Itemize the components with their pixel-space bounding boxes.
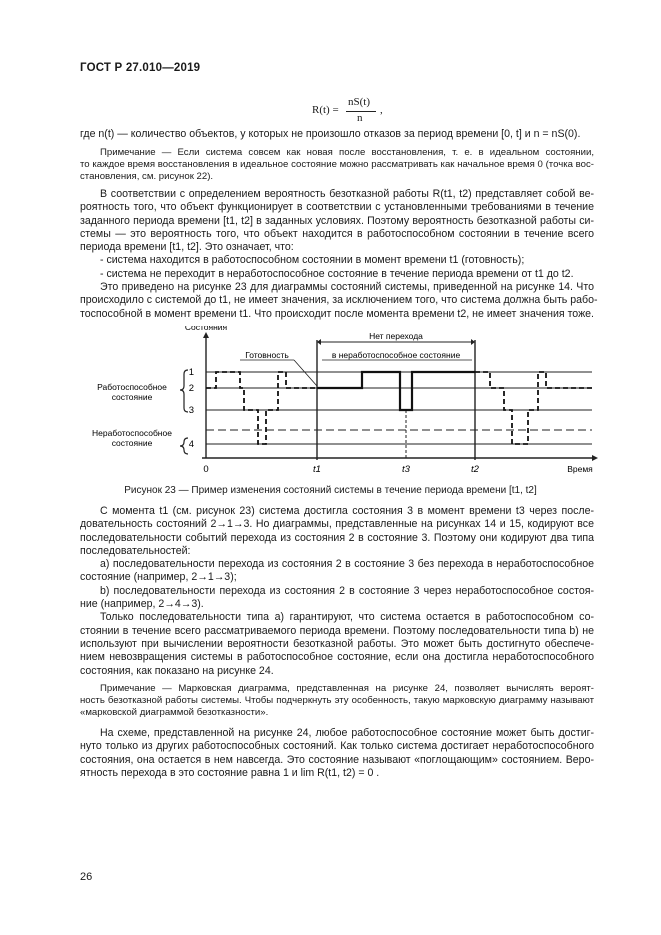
trajectory-after (475, 372, 592, 444)
state-label-2: 2 (188, 383, 194, 394)
note-1: Примечание — Если система совсем как новая после восстановления, т. е. в идеальном состоянии, то каждое время восстановления в идеальное состояние можно рассматривать как начальное время 0 (точка вос- становления, см. рисунок 22). (80, 147, 594, 182)
brace-up (180, 370, 188, 412)
state-label-4: 4 (188, 439, 194, 450)
group-down-label-2: состояние (111, 438, 153, 448)
tick-t3: t3 (402, 464, 410, 475)
tick-t1: t1 (313, 464, 321, 475)
x-axis-arrow (592, 455, 598, 461)
state-label-1: 1 (188, 367, 194, 378)
formula-denominator: n (357, 112, 363, 124)
figure-caption: Рисунок 23 — Пример изменения состояний системы в течение периода времени [t1, t2] (124, 485, 537, 496)
state-label-3: 3 (188, 405, 194, 416)
y-axis-title: Состояния (184, 326, 228, 332)
tick-t2: t2 (471, 464, 479, 475)
x-axis-title: Время (567, 464, 593, 474)
figure-23-state-diagram (80, 326, 600, 486)
ready-label: Готовность (245, 350, 289, 360)
formula-numerator: nS(t) (348, 96, 370, 108)
paragraph-1: В соответствии с определением вероятность безотказной работы R(t1, t2) представляет собой ве- роятность того, что объект функционирует в соответствии с установленными требованиями в течение заданного периода времени [t1, t2] в заданных условиях. Поэтому вероятность безотказной работы си- стемы — это вероятность того, что объект находится в работоспособном состоянии в течение всего периода времени [t1, t2]. Это означает, что: - система находится в работоспособном состоянии в момент времени t1 (готовность); - система не переходит в неработоспособное состояние в течение периода времени от t1 до t2. Это приведено на рисунке 23 для диаграммы состояний системы, приведенной на рисунке 14. Что происходило с системой до t1, не имеет значения, за исключением того, что система должна быть рабо- тоспособной в момент времени t1. Что происходит после момента времени t2, не имеет значения тоже. (80, 188, 598, 320)
group-up-label-2: состояние (111, 392, 153, 402)
group-up-label-1: Работоспособное (97, 382, 167, 392)
where-text: где n(t) — количество объектов, у которых не произошло отказов за период времени [0, t] и n = nS(0). (80, 128, 581, 140)
group-down-label-1: Неработоспособное (92, 428, 172, 438)
nochange-label-2: в неработоспособное состояние (331, 350, 461, 360)
note-2: Примечание — Марковская диаграмма, представленная на рисунке 24, позволяет вычислять вероят- ность безотказной работы системы. Чтобы подчеркнуть эту особенность, такую марковскую диаграмму называют «марковской диаграммой безотказности». (80, 683, 594, 718)
paragraph-2: С момента t1 (см. рисунок 23) система достигла состояния 3 в момент времени t3 через после- довательность состояний 2→1→3. Но диаграммы, представленные на рисунках 14 и 15, кодируют все последовательности событий перехода из состояния 2 в состояние 3. Поэтому они кодируют два типа последовательностей: a) последовательности перехода из состояния 2 в состояние 3 без перехода в неработоспособное состояние (например, 2→1→3); b) последовательности перехода из состояния 2 в состояние 3 через неработоспособное состоя- ние (например, 2→4→3). Только последовательности типа a) гарантируют, что система остается в работоспособном со- стоянии в течение всего рассматриваемого периода времени. Поэтому последовательности типа b) не используют при вычислении вероятности безотказной работы. Это может быть достигнуто обеспече- нием невозвращения системы в работоспособное состояние, если она достигла неработоспособного состояния, как показано на рисунке 24. (80, 505, 594, 677)
ready-leader (294, 360, 317, 386)
nochange-label-1: Нет перехода (369, 331, 423, 341)
trajectory-before (206, 372, 317, 444)
formula-lhs: R(t) = (312, 104, 339, 116)
formula-tail: , (380, 104, 383, 116)
paragraph-3: На схеме, представленной на рисунке 24, любое работоспособное состояние может быть достиг- нуто только из других работоспособных состояний. Как только система достигает неработоспособного состояния, она остается в нем навсегда. Это состояние называют «поглощающим» состоянием. Веро- ятность перехода в это состояние равна 1 и lim R(t1, t2) = 0 . (80, 727, 594, 779)
trajectory-within (317, 372, 475, 410)
y-axis-arrow (203, 332, 209, 338)
formula-reliability (0, 96, 661, 126)
tick-0: 0 (203, 464, 209, 475)
brace-down (180, 438, 188, 454)
document-code: ГОСТ Р 27.010—2019 (80, 62, 201, 74)
page-number: 26 (80, 871, 93, 883)
